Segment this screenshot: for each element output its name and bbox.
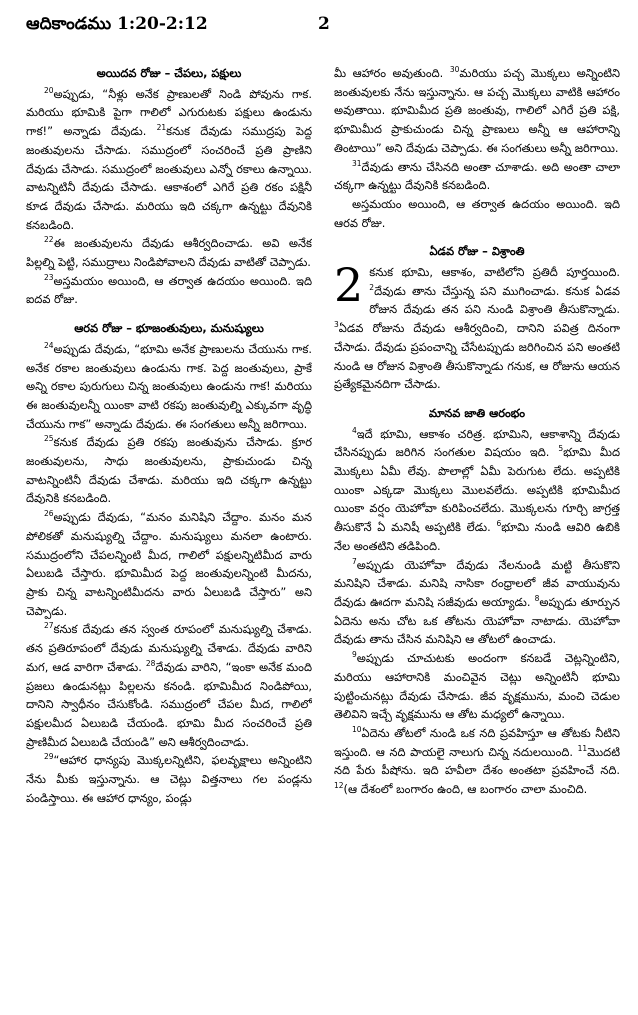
verse-number: 11 (577, 743, 588, 753)
verse-number: 2 (369, 282, 375, 292)
verse-text: అప్పుడు యెహోవా దేవుడు నేలనుండి మట్టి తీసుకొని మనిషిని చేశాడు. మనిషి నాసికా రంధ్రాలలో జీవ వాయువును దేవుడు ఊదగా మనిషి సజీవుడు అయ్యాడు. (334, 557, 620, 609)
verse-24 (26, 340, 312, 434)
verse-29 (26, 751, 312, 807)
verse-text: మీ ఆహారం అవుతుంది. (334, 66, 444, 80)
verse-number: 3 (334, 320, 339, 330)
verse-number: 29 (44, 752, 54, 762)
section-heading-day7: ఏడవ రోజు – విశ్రాంతి (429, 244, 525, 259)
verse-text: అప్పుడు తూర్పున ఏదెను అను చోట ఒక తోటను యెహోవా నాటాడు. యెహోవా దేవుడు తాను చేసిన మనిషిని ఆ తోటలో ఉంచాడు. (334, 594, 620, 647)
verse-text: కనుక దేవుడు సముద్రపు పెద్ద జంతువులను చేసాడు. సముద్రంలో సంచరించే ప్రతి ప్రాణిని దేవుడు చేసాడు. సముద్రంలో జంతువులు ఎన్నో రకాలు ఉన్నాయి. వాటన్నిటినీ దేవుడు చేసాడు. ఆకాశంలో ఎగిరే ప్రతి రకం పక్షినీ కూడ దేవుడు చేసాడు. మరియు ఇది చక్కగా ఉన్నట్టు దేవునికి కనబడింది. (26, 124, 312, 232)
verse-text: మొదటి నది పేరు పీషోను. ఇది హవీలా దేశం అంతటా ప్రవహించే నది. (334, 744, 620, 778)
verse-text: అప్పుడు దేవుడు, “భూమి అనేక ప్రాణులను చేయును గాక. అనేక రకాల జంతువులు ఉండును గాక. పెద్ద జంతువులు, ప్రాకే అన్ని రకాల పురుగులు చిన్న జంతువులు ఉండును గాక! మరియు ఈ జంతువులన్నీ యింకా వాటి రకపు జంతువుల్ని ఎక్కువగా వృద్ధి చేయును గాక” అన్నాడు దేవుడు. ఈ సంగతులు అన్నీ జరిగాయి. (26, 341, 312, 431)
section-heading-creation: మానవ జాతి ఆరంభం (428, 405, 526, 420)
verse-2-1 (334, 263, 620, 394)
verse-text: దేవుడు తాను చేసినది అంతా చూశాడు. అది అంతా చాలా చక్కగా ఉన్నట్టు దేవునికి కనబడింది. (334, 159, 620, 193)
right-column (334, 64, 620, 1009)
verse-text: అప్పుడు దేవుడు, “మనం మనిషిని చేద్దాం. మనం మన పోలికతో మనుష్యుల్ని చేద్దాం. మనుష్యులు మనలా ఉంటారు. సముద్రంలోని చేపలన్నింటి మీద, గాలిలో పక్షులన్నిటిమీద వారు ఏలుబడి చేస్తారు. భూమిమీద పెద్ద జంతువులన్నింటి మీదను, ప్రాకు చిన్న వాటన్నింటిమీదను వారు ఏలుబడి చేస్తారు” అని చెప్పాడు. (26, 510, 312, 618)
page-number: 2 (318, 14, 330, 34)
verse-text: భూమి మీద మొక్కలు ఏమీ లేవు. పొలాల్లో ఏమీ పెరుగుట లేదు. అప్పటికి యింకా ఎక్కడా మొక్కలు మొలవలేదు. అప్పటికి భూమిమీద యింకా వర్షం యెహోవా కురిపించలేదు. మొక్కలను గూర్చి జాగ్రత్త తీసుకొనే ఏ మనిషీ అప్పటికి లేడు. (334, 445, 620, 535)
verse-text: ఏడవ రోజును దేవుడు ఆశీర్వదించి, దానిని పవిత్ర దినంగా చేసాడు. దేవుడు ప్రపంచాన్ని చేసేటప్పుడు జరిగించిన పని అంతటి నుండి ఆ రోజున విశ్రాంతి తీసుకొన్నాడు గనుక, ఆ రోజును ఆయన ప్రత్యేకమైనదిగా చేసాడు. (334, 321, 620, 392)
verse-text: భూమి నుండి ఆవిరి ఉబికి నేల అంతటిని తడిపింది. (334, 520, 620, 553)
verse-text: అస్తమయం అయింది, ఆ తర్వాత ఉదయం అయింది. ఇది ఆరవ రోజు. (334, 196, 620, 230)
verse-number: 7 (352, 556, 357, 566)
verse-number: 12 (334, 781, 344, 791)
verse-29-continued (334, 64, 620, 158)
verse-text: మరియు పచ్చ మొక్కలు అన్నింటిని జంతువులకు నేను ఇస్తున్నాను. ఆ పచ్చ మొక్కలు వాటికి ఆహారం అవుతాయి. భూమిమీద ప్రతి జంతువు, గాలిలో ఎగిరే ప్రతి పక్షి, భూమిమీద ప్రాకుచుండు చిన్న ప్రాణులు అన్నీ ఆ ఆహారాన్ని తింటాయి” అని దేవుడు చెప్పాడు. ఈ సంగతులు అన్నీ జరిగాయి. (334, 66, 620, 155)
verse-text: అస్తమయం అయింది, ఆ తర్వాత ఉదయం అయింది. ఇది ఐదవ రోజు. (26, 273, 312, 307)
verse-number: 10 (352, 725, 362, 735)
verse-number: 20 (44, 85, 54, 95)
verse-2-7 (334, 556, 620, 650)
left-column (26, 64, 312, 1009)
section-heading-day6: ఆరవ రోజు – భూజంతువులు, మనుష్యులు (74, 321, 264, 336)
verse-text: “ఆహార ధాన్యపు మొక్కలన్నిటిని, ఫలవృక్షాలు అన్నింటిని నేను మీకు ఇస్తున్నాను. ఆ చెట్లు విత్తనాలు గల పండ్లను పండిస్తాయి. ఈ ఆహార ధాన్యం, పండ్లు (26, 753, 312, 805)
verse-text: అప్పుడు చూచుటకు అందంగా కనబడే చెట్లన్నింటిని, మరియు ఆహారానికి మంచివైన చెట్లు అన్నింటినీ భూమి పుట్టించునట్లు దేవుడు చేసాడు. జీవ వృక్షమును, మంచి చెడుల తెలివిని ఇచ్చే వృక్షమును ఆ తోట మధ్యలో ఉన్నాయి. (334, 651, 620, 722)
verse-number: 28 (145, 659, 156, 668)
verse-number: 22 (44, 235, 54, 245)
verse-text: దేవుడు తాను చేస్తున్న పని ముగించాడు. కనుక ఏడవ రోజున దేవుడు తన పని నుండి విశ్రాంతి తీసుకొన్నాడు. (369, 283, 620, 317)
verse-25 (26, 433, 312, 508)
verse-27 (26, 620, 312, 751)
verse-26 (26, 508, 312, 620)
verse-number: 5 (558, 444, 564, 454)
running-title: ఆదికాండము 1:20-2:12 (26, 14, 208, 34)
verse-text: ఈ జంతువులను దేవుడు ఆశీర్వదించాడు. అవి అనేక పిల్లల్ని పెట్టి, సముద్రాలు నిండిపోవాలని దేవుడు వాటితో చెప్పాడు. (26, 236, 312, 270)
verse-2-9 (334, 649, 620, 724)
verse-20 (26, 85, 312, 235)
verse-number: 23 (44, 272, 54, 282)
verse-text: ఏదెను తోటలో నుండి ఒక నది ప్రవహిస్తూ ఆ తోటకు నీటిని ఇస్తుంది. ఆ నది పాయలై నాలుగు చిన్న నదులయింది. (334, 725, 620, 759)
verse-text: (ఆ దేశంలో బంగారం ఉంది, ఆ బంగారం చాలా మంచిది. (343, 782, 588, 797)
verse-number: 27 (44, 621, 54, 631)
verse-31 (334, 158, 620, 195)
verse-number: 31 (352, 158, 362, 168)
verse-22 (26, 234, 312, 271)
day6-closing (334, 195, 620, 232)
verse-number: 25 (44, 434, 54, 444)
verse-text: కనుక దేవుడు తన స్వంత రూపంలో మనుష్యుల్ని చేశాడు. తన ప్రతిరూపంలో దేవుడు మనుష్యుల్ని చేశాడు. దేవుడు వారిని మగ, ఆడ వారిగా చేశాడు. (26, 622, 312, 674)
verse-number: 4 (352, 425, 357, 435)
verse-text: అప్పుడు, “నీళ్లు అనేక ప్రాణులతో నిండి పోవును గాక. మరియు భూమికి పైగా గాలిలో ఎగురుటకు పక్షులు ఉండును గాక!” అన్నాడు దేవుడు. (26, 86, 312, 139)
verse-2-4 (334, 425, 620, 556)
verse-number: 30 (449, 65, 460, 75)
verse-text: కనుక భూమి, ఆకాశం, వాటిలోని ప్రతిదీ పూర్తయింది. (369, 265, 620, 280)
verse-number: 9 (352, 650, 357, 660)
verse-number: 21 (156, 123, 167, 133)
verse-text: కనుక దేవుడు ప్రతి రకపు జంతువును చేసాడు. క్రూర జంతువులను, సాధు జంతువులను, ప్రాకుచుండు చిన్న వాటన్నింటినీ దేవుడు చేశాడు. మరియు ఇది చక్కగా ఉన్నట్టు దేవునికి కనబడింది. (26, 435, 312, 506)
section-heading-day5: అయిదవ రోజు – చేపలు, పక్షులు (96, 66, 242, 80)
verse-2-10 (334, 724, 620, 799)
verse-number: 26 (44, 509, 54, 519)
verse-23 (26, 272, 312, 309)
verse-number: 6 (496, 519, 502, 529)
verse-text: దేవుడు వారిని, “ఇంకా అనేక మంది ప్రజలు ఉండునట్లు పిల్లలను కనండి. భూమిమీద నిండిపోయి, దానిని స్వాధీనం చేసుకోండి. సముద్రంలో చేపల మీద, గాలిలో పక్షులమీద ఏలుబడి చేయండి. భూమి మీద సంచరించే ప్రతి ప్రాణిమీద ఏలుబడి చేయండి” అని ఆశీర్వదించాడు. (26, 659, 312, 749)
verse-text: ఇదే భూమి, ఆకాశం చరిత్ర. భూమిని, ఆకాశాన్ని దేవుడు చేసినప్పుడు జరిగిన సంగతుల విషయం ఇది. (334, 426, 620, 460)
page-header (26, 14, 612, 44)
chapter-2-opening (334, 263, 620, 394)
chapter-number: 2 (334, 263, 364, 313)
verse-number: 8 (534, 594, 540, 604)
verse-number: 24 (44, 341, 54, 351)
